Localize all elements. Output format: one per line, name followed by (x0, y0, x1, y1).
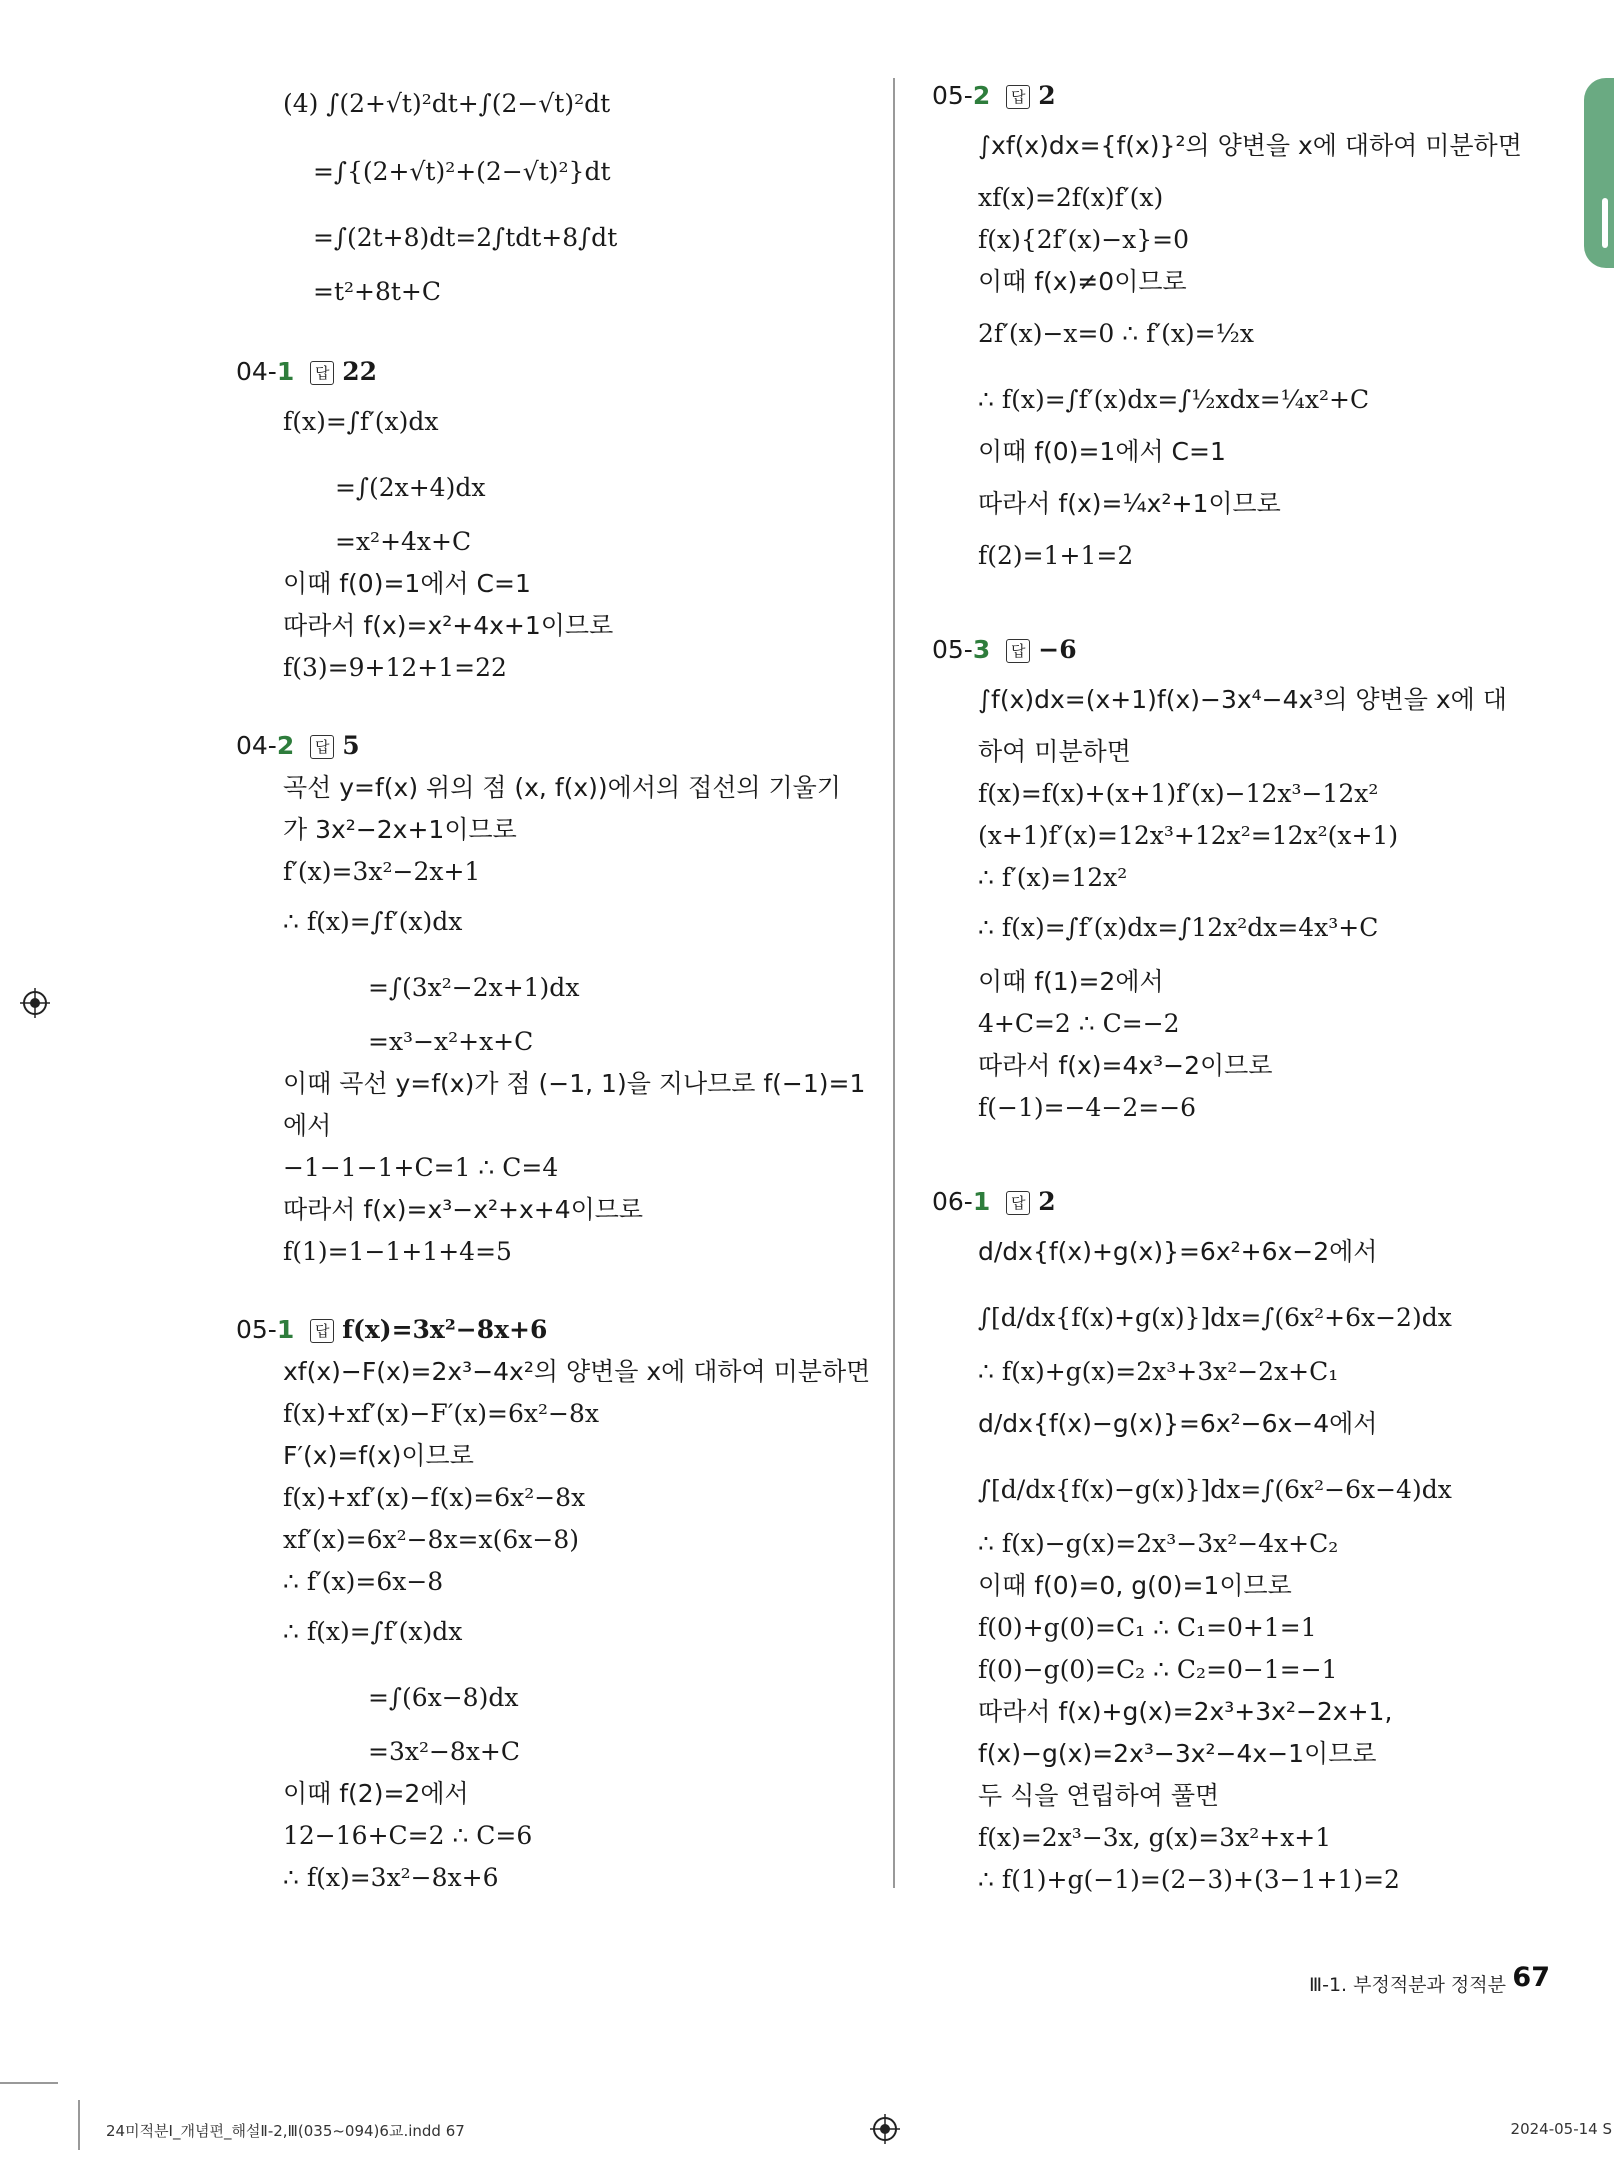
solution-line: ∫[d/dx{f(x)+g(x)}]dx=∫(6x²+6x−2)dx (978, 1303, 1452, 1332)
problem-header-05-1: 05-1 답 f(x)=3x²−8x+6 (236, 1315, 548, 1344)
chapter-title: Ⅲ-1. 부정적분과 정적분 (1309, 1974, 1506, 1996)
problem-header-06-1: 06-1 답 2 (932, 1187, 1056, 1216)
page-number: 67 (1512, 1962, 1550, 1993)
footer-rule (0, 2082, 58, 2084)
solution-line: 12−16+C=2 ∴ C=6 (283, 1821, 533, 1850)
solution-line: f(x)+xf′(x)−f(x)=6x²−8x (283, 1483, 586, 1512)
solution-line: =∫(6x−8)dx (368, 1683, 519, 1712)
solution-line: ∴ f(1)+g(−1)=(2−3)+(3−1+1)=2 (978, 1865, 1400, 1894)
solution-line: 가 3x²−2x+1이므로 (283, 815, 517, 844)
solution-line: ∴ f(x)−g(x)=2x³−3x²−4x+C₂ (978, 1529, 1339, 1558)
solution-line: 이때 f(0)=1에서 C=1 (283, 569, 531, 598)
solution-line: 따라서 f(x)=x²+4x+1이므로 (283, 611, 614, 640)
solution-line: 따라서 f(x)=x³−x²+x+4이므로 (283, 1195, 644, 1224)
solution-line: =∫(2t+8)dt=2∫tdt+8∫dt (313, 223, 618, 252)
footer-rule-vertical (78, 2100, 80, 2150)
solution-line: d/dx{f(x)−g(x)}=6x²−6x−4에서 (978, 1409, 1378, 1438)
solution-line: f(x)=2x³−3x, g(x)=3x²+x+1 (978, 1823, 1332, 1852)
solution-line: xf(x)=2f(x)f′(x) (978, 183, 1164, 212)
solution-line: 이때 f(2)=2에서 (283, 1779, 469, 1808)
solution-line: 에서 (283, 1111, 332, 1140)
solution-line: xf(x)−F(x)=2x³−4x²의 양변을 x에 대하여 미분하면 (283, 1357, 871, 1386)
solution-line: =x²+4x+C (335, 527, 472, 556)
solution-line: f′(x)=3x²−2x+1 (283, 857, 481, 886)
solution-line: ∫f(x)dx=(x+1)f(x)−3x⁴−4x³의 양변을 x에 대 (978, 685, 1507, 714)
solution-line: 따라서 f(x)=4x³−2이므로 (978, 1051, 1273, 1080)
solution-line: 4+C=2 ∴ C=−2 (978, 1009, 1180, 1038)
solution-line: f(0)+g(0)=C₁ ∴ C₁=0+1=1 (978, 1613, 1317, 1642)
solution-line: ∫xf(x)dx={f(x)}²의 양변을 x에 대하여 미분하면 (978, 131, 1522, 160)
solution-line: =∫(2x+4)dx (335, 473, 486, 502)
solution-line: ∴ f′(x)=6x−8 (283, 1567, 444, 1596)
solution-line: d/dx{f(x)+g(x)}=6x²+6x−2에서 (978, 1237, 1378, 1266)
solution-line: 이때 f(0)=0, g(0)=1이므로 (978, 1571, 1292, 1600)
solution-line: f(0)−g(0)=C₂ ∴ C₂=0−1=−1 (978, 1655, 1338, 1684)
solution-line: ∴ f(x)=3x²−8x+6 (283, 1863, 499, 1892)
solution-line: =t²+8t+C (313, 277, 441, 306)
solution-line: =∫{(2+√t)²+(2−√t)²}dt (313, 157, 611, 186)
solution-line: 이때 곡선 y=f(x)가 점 (−1, 1)을 지나므로 f(−1)=1 (283, 1069, 866, 1098)
registration-mark-bottom-icon (870, 2114, 900, 2144)
column-divider (893, 78, 895, 1888)
solution-line: (x+1)f′(x)=12x³+12x²=12x²(x+1) (978, 821, 1399, 850)
problem-header-04-2: 04-2 답 5 (236, 731, 360, 760)
footer-file-name: 24미적분Ⅰ_개념편_해설Ⅱ-2,Ⅲ(035~094)6교.indd 67 (106, 2122, 465, 2140)
solution-line: f(x)=f(x)+(x+1)f′(x)−12x³−12x² (978, 779, 1379, 808)
solution-line: 따라서 f(x)=¼x²+1이므로 (978, 489, 1281, 518)
solution-line: −1−1−1+C=1 ∴ C=4 (283, 1153, 559, 1182)
solution-line: f(−1)=−4−2=−6 (978, 1093, 1197, 1122)
solution-line: 두 식을 연립하여 풀면 (978, 1781, 1220, 1810)
solution-line: 따라서 f(x)+g(x)=2x³+3x²−2x+1, (978, 1697, 1393, 1726)
solution-line: ∫[d/dx{f(x)−g(x)}]dx=∫(6x²−6x−4)dx (978, 1475, 1452, 1504)
solution-line: f(x)+xf′(x)−F′(x)=6x²−8x (283, 1399, 599, 1428)
solution-line: 하여 미분하면 (978, 737, 1131, 766)
solution-line: f(x)−g(x)=2x³−3x²−4x−1이므로 (978, 1739, 1377, 1768)
footer-date: 2024-05-14 S (1510, 2120, 1612, 2138)
solution-line: ∴ f(x)=∫f′(x)dx=∫½xdx=¼x²+C (978, 385, 1370, 414)
solution-line: ∴ f(x)=∫f′(x)dx (283, 907, 463, 936)
solution-line: ∴ f′(x)=12x² (978, 863, 1128, 892)
solution-line: 이때 f(1)=2에서 (978, 967, 1164, 996)
solution-line: F′(x)=f(x)이므로 (283, 1441, 474, 1470)
registration-mark-icon (20, 988, 50, 1018)
solution-line: =3x²−8x+C (368, 1737, 521, 1766)
solution-line: 이때 f(0)=1에서 C=1 (978, 437, 1226, 466)
solution-line: =∫(3x²−2x+1)dx (368, 973, 580, 1002)
solution-line: f(3)=9+12+1=22 (283, 653, 507, 682)
solution-line: 곡선 y=f(x) 위의 점 (x, f(x))에서의 접선의 기울기 (283, 773, 841, 802)
problem-header-05-2: 05-2 답 2 (932, 81, 1056, 110)
problem-header-04-1: 04-1 답 22 (236, 357, 378, 386)
solution-line: ∴ f(x)=∫f′(x)dx=∫12x²dx=4x³+C (978, 913, 1379, 942)
solution-line: f(2)=1+1=2 (978, 541, 1134, 570)
solution-line: f(x)=∫f′(x)dx (283, 407, 439, 436)
solution-line: 2f′(x)−x=0 ∴ f′(x)=½x (978, 319, 1254, 348)
chapter-side-tab (1584, 78, 1614, 268)
solution-line: f(x){2f′(x)−x}=0 (978, 225, 1190, 254)
solution-line: ∴ f(x)+g(x)=2x³+3x²−2x+C₁ (978, 1357, 1339, 1386)
solution-line: xf′(x)=6x²−8x=x(6x−8) (283, 1525, 579, 1554)
solution-line: ∴ f(x)=∫f′(x)dx (283, 1617, 463, 1646)
solution-line: f(1)=1−1+1+4=5 (283, 1237, 512, 1266)
solution-line: =x³−x²+x+C (368, 1027, 534, 1056)
solution-line: (4) ∫(2+√t)²dt+∫(2−√t)²dt (283, 89, 611, 118)
problem-header-05-3: 05-3 답 −6 (932, 635, 1077, 664)
solution-line: 이때 f(x)≠0이므로 (978, 267, 1187, 296)
